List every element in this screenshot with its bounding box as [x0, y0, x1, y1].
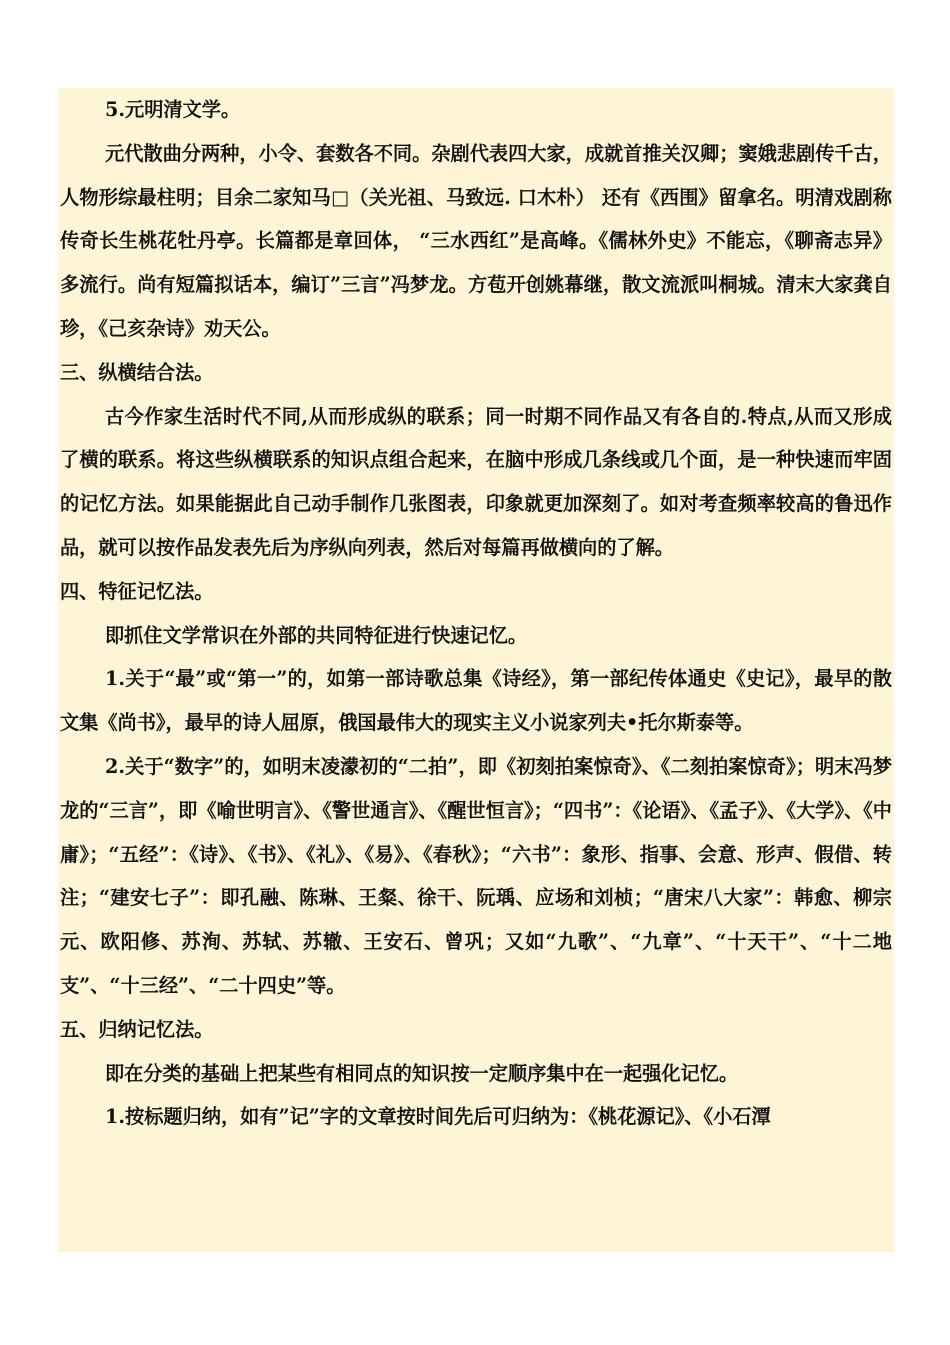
section-heading-3: 三、纵横结合法。	[60, 360, 214, 384]
section-heading-5: 五、归纳记忆法。	[60, 1017, 214, 1041]
paragraph-guina-intro: 即在分类的基础上把某些有相同点的知识按一定顺序集中在一起强化记忆。	[105, 1061, 739, 1085]
section-heading-4: 四、特征记忆法。	[60, 579, 214, 603]
paragraph-shuzi: 2.关于“数字”的，如明末凌濛初的“二拍”，即《初刻拍案惊奇》、《二刻拍案惊奇》；明末冯梦龙的“三言”，即《喻世明言》、《警世通言》、《醒世恒言》；“四书”：《论语》、《孟子》、《大学》、《中庸》；“五经”：《诗》、《书》、《礼》、《易》、《春秋》；“六书”：象形、指事、会意、形声、假借、转注；“建安七子”：即孔融、陈琳、王粲、徐干、阮瑀、应场和刘桢；“唐宋八大家”：韩愈、柳宗元、欧阳修、苏洵、苏轼、苏辙、王安石、曾巩；又如“九歌”、“九章”、“十天干”、“十二地支”、“十三经”、“二十四史”等。	[60, 754, 892, 997]
paragraph-tezheng-intro: 即抓住文学常识在外部的共同特征进行快速记忆。	[105, 623, 528, 647]
paragraph-biaoti-guina: 1.按标题归纳，如有”记”字的文章按时间先后可归纳为：《桃花源记》、《小石潭	[105, 1105, 771, 1129]
document-body	[60, 88, 892, 1139]
document-page	[58, 88, 894, 1252]
paragraph-zui-diyi: 1.关于“最”或“第一”的，如第一部诗歌总集《诗经》，第一部纪传体通史《史记》，最早的散文集《尚书》，最早的诗人屈原，俄国最伟大的现实主义小说家列夫•托尔斯泰等。	[60, 667, 892, 735]
paragraph-zongheng: 古今作家生活时代不同,从而形成纵的联系；同一时期不同作品又有各自的.特点,从而又形成了横的联系。将这些纵横联系的知识点组合起来，在脑中形成几条线或几个面，是一种快速而牢固的记忆方法。如果能据此自己动手制作几张图表，印象就更加深刻了。如对考查频率较高的鲁迅作品，就可以按作品发表先后为序纵向列表，然后对每篇再做横向的了解。	[60, 404, 892, 559]
subsection-title-yuan-ming-qing: 5.元明清文学。	[105, 98, 241, 121]
paragraph-yuan-ming-qing: 元代散曲分两种，小令、套数各不同。杂剧代表四大家，成就首推关汉卿；窦娥悲剧传千古，人物形综最柱明；目余二家知马□（关光祖、马致远. 口木朴） 还有《西围》留拿名。明清戏剧称传奇长生桃花牡丹亭。长篇都是章回体， “三水西红”是高峰。《儒林外史》不能忘，《聊斋志异》多流行。尚有短篇拟话本，编订”三言”冯梦龙。方苞开创姚幕继，散文流派叫桐城。清末大家龚自珍，《己亥杂诗》劝天公。	[60, 141, 892, 340]
